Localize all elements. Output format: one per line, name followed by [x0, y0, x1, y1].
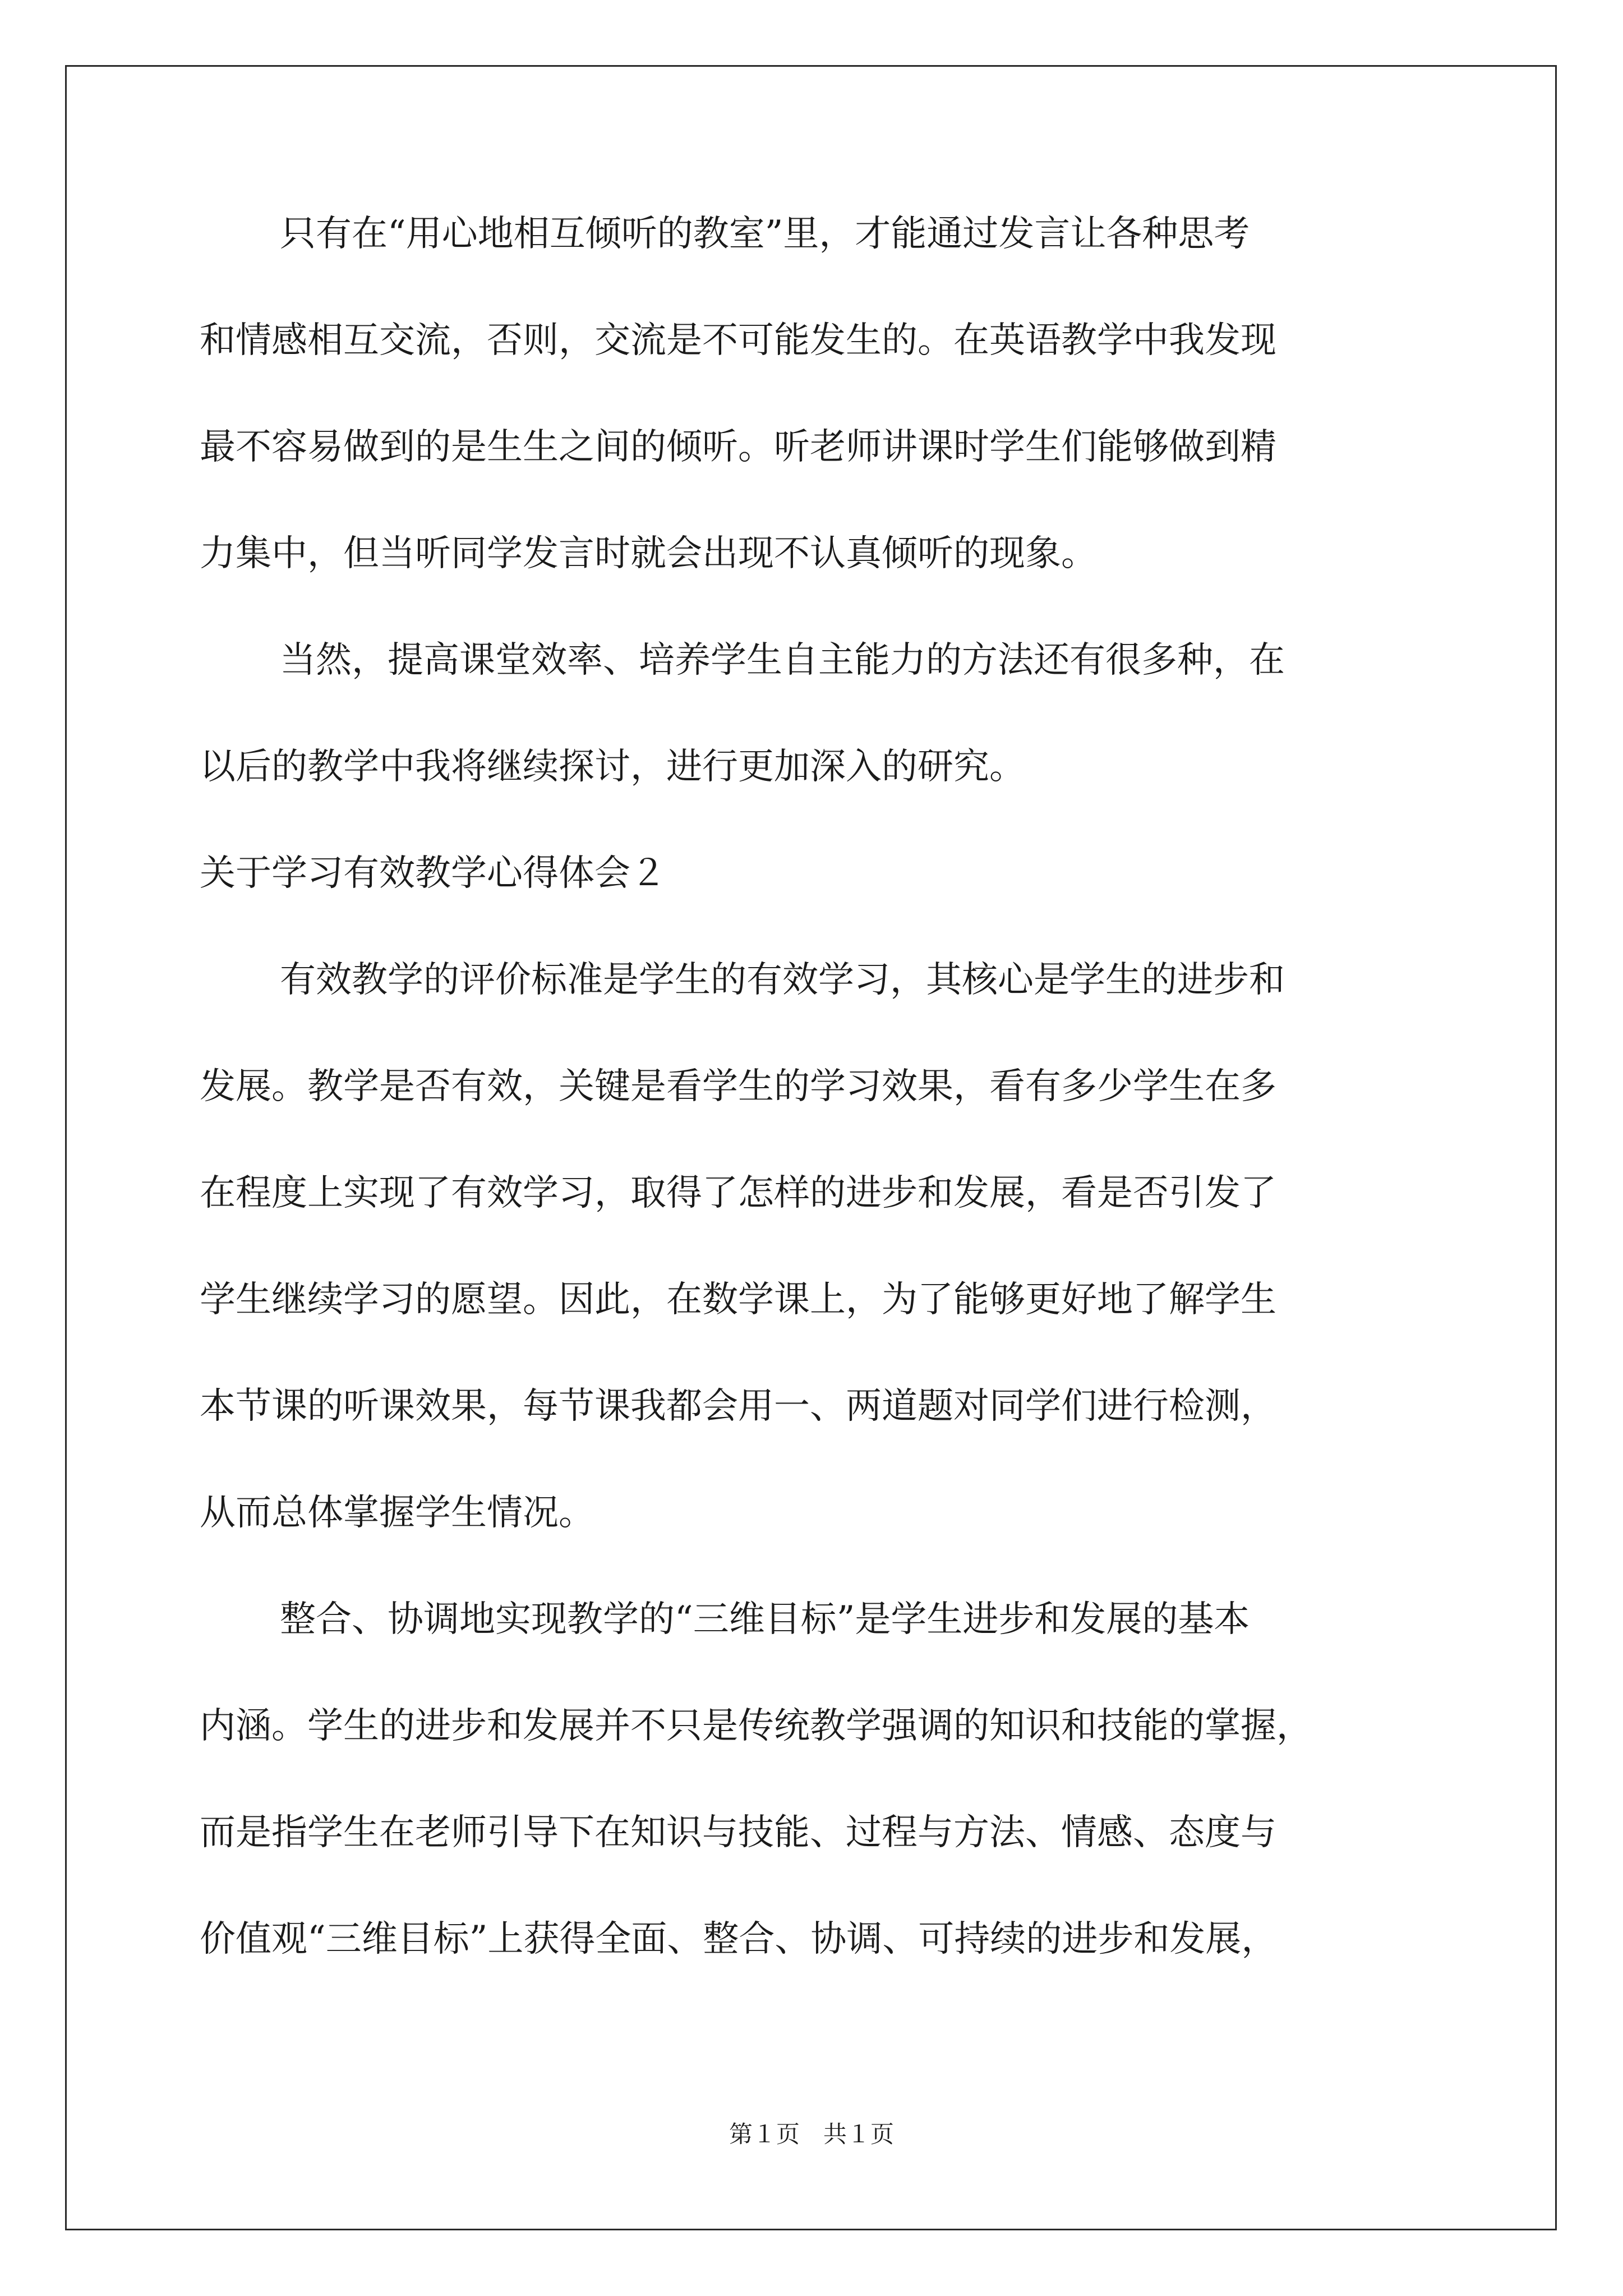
paragraph-line: 内涵。学生的进步和发展并不只是传统教学强调的知识和技能的掌握， [200, 1705, 1312, 1747]
paragraph-line: 发展。教学是否有效，关键是看学生的学习效果，看有多少学生在多 [200, 1066, 1276, 1107]
paragraph-line: 只有在“用心地相互倾听的教室”里，才能通过发言让各种思考 [280, 213, 1250, 255]
paragraph-line: 和情感相互交流，否则，交流是不可能发生的。在英语教学中我发现 [200, 320, 1276, 361]
paragraph-line: 以后的教学中我将继续探讨，进行更加深入的研究。 [200, 746, 1025, 788]
section-heading: 关于学习有效教学心得体会２ [200, 853, 666, 894]
paragraph-line: 当然，提高课堂效率、培养学生自主能力的方法还有很多种，在 [280, 639, 1285, 681]
page-footer: 第１页 共１页 [728, 2120, 894, 2148]
paragraph-line: 最不容易做到的是生生之间的倾听。听老师讲课时学生们能够做到精 [200, 426, 1276, 468]
document-body [200, 213, 1439, 2025]
paragraph-line: 价值观“三维目标”上获得全面、整合、协调、可持续的进步和发展， [200, 1918, 1278, 1960]
paragraph-line: 在程度上实现了有效学习，取得了怎样的进步和发展，看是否引发了 [200, 1172, 1276, 1214]
paragraph-line: 从而总体掌握学生情况。 [200, 1492, 594, 1534]
paragraph-line: 学生继续学习的愿望。因此，在数学课上，为了能够更好地了解学生 [200, 1279, 1276, 1320]
paragraph-line: 整合、协调地实现教学的“三维目标”是学生进步和发展的基本 [280, 1599, 1250, 1640]
paragraph-line: 而是指学生在老师引导下在知识与技能、过程与方法、情感、态度与 [200, 1812, 1276, 1853]
paragraph-line: 力集中，但当听同学发言时就会出现不认真倾听的现象。 [200, 533, 1097, 574]
paragraph-line: 有效教学的评价标准是学生的有效学习，其核心是学生的进步和 [280, 959, 1285, 1001]
paragraph-line: 本节课的听课效果，每节课我都会用一、两道题对同学们进行检测， [200, 1386, 1276, 1427]
